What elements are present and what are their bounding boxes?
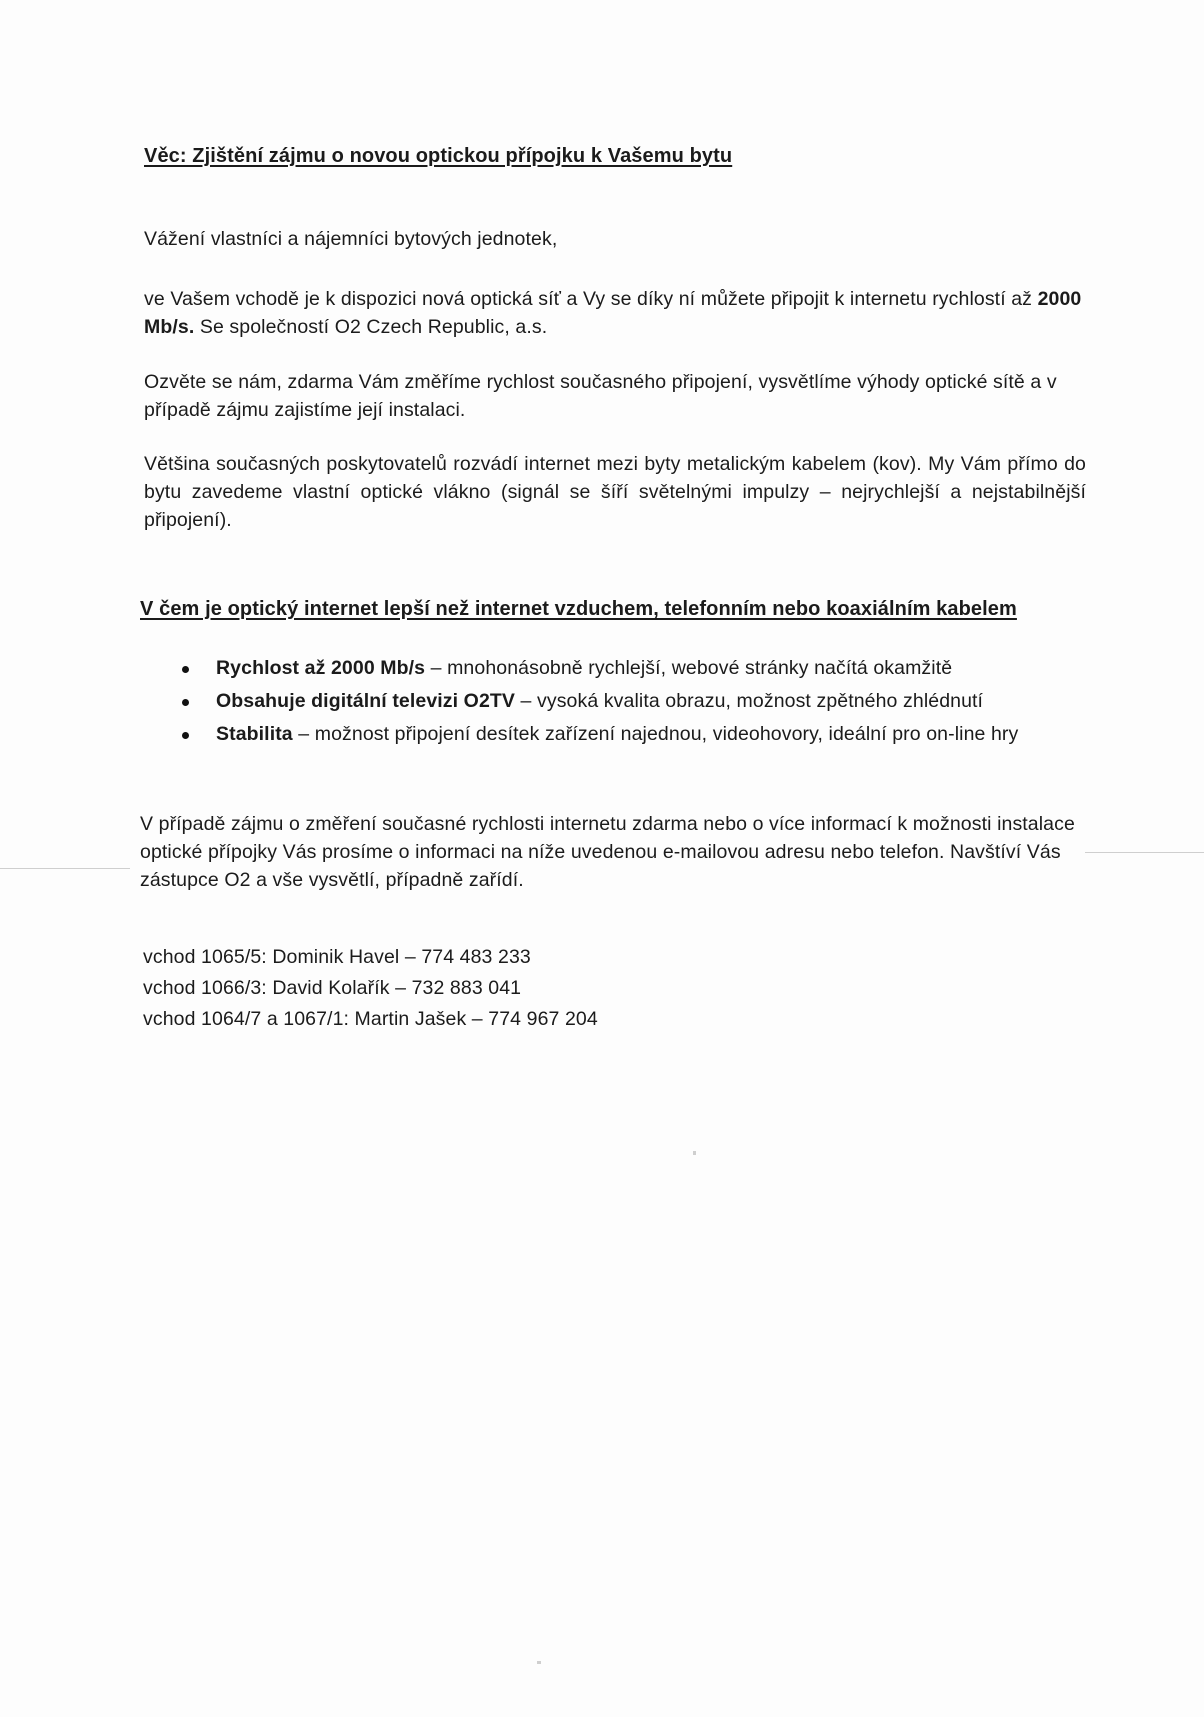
benefit-item (176, 718, 1076, 751)
benefit-item (176, 685, 1076, 718)
greeting: Vážení vlastníci a nájemníci bytových jednotek, (144, 228, 558, 250)
bullet-dot-icon (182, 732, 189, 739)
contact-line: vchod 1064/7 a 1067/1: Martin Jašek – 774 967 204 (143, 1008, 598, 1030)
paragraph-contact-offer: Ozvěte se nám, zdarma Vám změříme rychlost současného připojení, vysvětlíme výhody optické sítě a v případě zájmu zajistíme její instalaci. (144, 371, 1057, 421)
scan-speck (537, 1661, 541, 1664)
benefit-text: – vysoká kvalita obrazu, možnost zpětného zhlédnutí (515, 690, 984, 712)
contact-line: vchod 1066/3: David Kolařík – 732 883 041 (143, 977, 522, 999)
contact-line: vchod 1065/5: Dominik Havel – 774 483 233 (143, 946, 531, 968)
paragraph-request-info: V případě zájmu o změření současné rychlosti internetu zdarma nebo o více informací k možnosti instalace optické přípojky Vás prosíme o informaci na níže uvedenou e-mailovou adresu nebo telefon. Navštíví Vás zástupce O2 a vše vysvětlí, případně zařídí. (140, 813, 1075, 891)
benefit-title: Rychlost až 2000 Mb/s (216, 657, 426, 679)
benefit-item (176, 652, 1076, 685)
paragraph-comparison: Většina současných poskytovatelů rozvádí internet mezi byty metalickým kabelem (kov). My Vám přímo do bytu zavedeme vlastní optické vlákno (signál se šíří světelnými impulzy – nejrychlejší a nejstabilnější připojení). (144, 453, 1086, 531)
bullet-dot-icon (182, 699, 189, 706)
paragraph-availability-text-b: Se společností O2 Czech Republic, a.s. (194, 316, 548, 338)
subject-heading: Věc: Zjištění zájmu o novou optickou přípojku k Vašemu bytu (144, 145, 733, 167)
scan-speck (693, 1151, 696, 1155)
scan-line (0, 868, 130, 869)
paragraph-availability-text-a: ve Vašem vchodě je k dispozici nová optická síť a Vy se díky ní můžete připojit k internetu rychlostí až (144, 288, 1038, 310)
paragraph-availability-speed: 2000 Mb/s. (144, 288, 1082, 338)
benefit-title: Stabilita (216, 723, 293, 745)
contact-list (143, 942, 1083, 1035)
benefits-list (176, 652, 1076, 751)
bullet-dot-icon (182, 666, 189, 673)
benefit-text: – možnost připojení desítek zařízení najednou, videohovory, ideální pro on-line hry (292, 723, 1019, 745)
section-heading-benefits: V čem je optický internet lepší než internet vzduchem, telefonním nebo koaxiálním kabelem (140, 598, 1017, 620)
scan-line (1085, 852, 1204, 853)
benefit-title: Obsahuje digitální televizi O2TV (216, 690, 516, 712)
benefit-text: – mnohonásobně rychlejší, webové stránky načítá okamžitě (425, 657, 953, 679)
paragraph-availability (144, 285, 1084, 341)
